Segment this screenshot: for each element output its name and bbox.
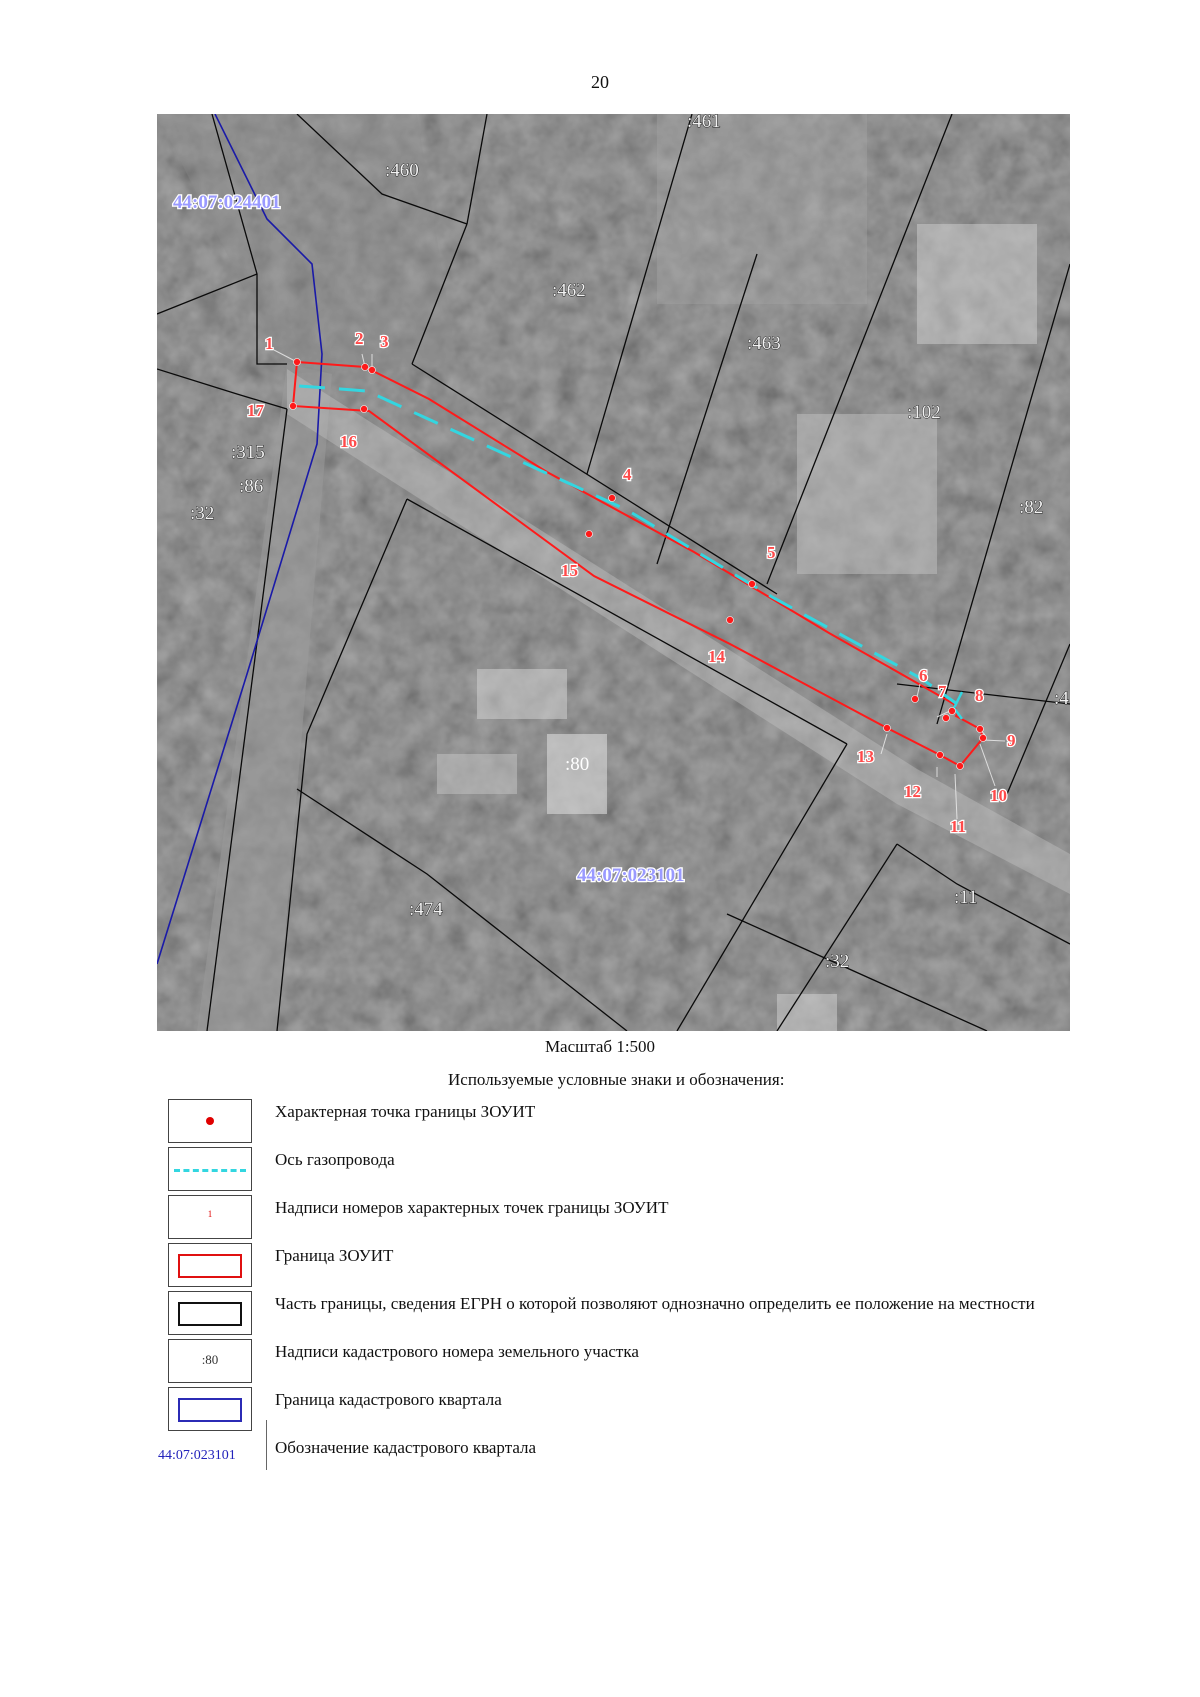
point-label: 1 <box>265 334 274 353</box>
point-marker <box>943 715 950 722</box>
point-marker <box>957 763 964 770</box>
point-label: 5 <box>767 543 776 562</box>
legend-text-quarter-boundary: Граница кадастрового квартала <box>275 1390 502 1409</box>
point-label: 16 <box>340 432 357 451</box>
point-marker <box>980 735 987 742</box>
legend-swatch-quarter-boundary <box>168 1387 252 1431</box>
point-label: 13 <box>857 747 874 766</box>
aerial-imagery <box>157 114 1070 1031</box>
legend-title: Используемые условные знаки и обозначения: <box>448 1070 785 1089</box>
parcel-label: :86 <box>239 476 264 497</box>
legend-text-zoouit: Граница ЗОУИТ <box>275 1246 394 1265</box>
legend-divider <box>266 1420 267 1470</box>
point-marker <box>977 726 984 733</box>
legend-swatch-point-number <box>168 1195 252 1239</box>
page-number: 20 <box>591 72 609 92</box>
legend-swatch-egrn-boundary <box>168 1291 252 1335</box>
point-marker <box>361 406 368 413</box>
point-label: 17 <box>247 401 264 420</box>
parcel-label: :460 <box>385 160 419 181</box>
parcel-label: :4 <box>1054 688 1069 709</box>
parcel-label: :102 <box>907 402 941 423</box>
parcel-label: :462 <box>552 280 586 301</box>
legend-text-gas-axis: Ось газопровода <box>275 1150 395 1169</box>
point-label: 7 <box>938 682 947 701</box>
point-label: 11 <box>950 817 967 836</box>
point-label: 9 <box>1007 731 1016 750</box>
map-svg[interactable] <box>157 114 1070 1031</box>
parcel-label: :32 <box>825 951 850 972</box>
point-marker <box>586 531 593 538</box>
sample-quarter-code: 44:07:023101 <box>158 1448 236 1463</box>
legend-text-parcel-number: Надписи кадастрового номера земельного участка <box>275 1342 639 1361</box>
sample-point-number: 1 <box>207 1209 213 1219</box>
point-label: 3 <box>380 332 389 351</box>
legend-swatch-point <box>168 1099 252 1143</box>
sample-parcel-number: :80 <box>201 1352 219 1367</box>
point-marker <box>912 696 919 703</box>
red-rectangle-icon <box>178 1254 242 1278</box>
legend-text-point-number: Надписи номеров характерных точек границы ЗОУИТ <box>275 1198 669 1217</box>
quarter-label: 44:07:023101 <box>577 865 685 886</box>
point-marker <box>937 752 944 759</box>
point-label: 8 <box>975 686 984 705</box>
legend-swatch-gas-axis <box>168 1147 252 1191</box>
point-label: 2 <box>355 329 364 348</box>
point-marker <box>294 359 301 366</box>
point-label: 6 <box>919 666 928 685</box>
red-dot-icon <box>206 1117 214 1125</box>
black-rectangle-icon <box>178 1302 242 1326</box>
point-marker <box>609 495 616 502</box>
cadastral-map[interactable] <box>157 114 1070 1031</box>
point-label: 12 <box>904 782 921 801</box>
parcel-label: :32 <box>190 503 215 524</box>
point-marker <box>290 403 297 410</box>
parcel-label: :474 <box>409 899 443 920</box>
cyan-dashed-line-icon <box>174 1169 246 1172</box>
point-marker <box>727 617 734 624</box>
point-label: 10 <box>990 786 1007 805</box>
point-marker <box>884 725 891 732</box>
parcel-label: :11 <box>954 887 978 908</box>
legend-swatch-parcel-number <box>168 1339 252 1383</box>
point-marker <box>369 367 376 374</box>
parcel-label: :82 <box>1019 497 1044 518</box>
legend-text-egrn-boundary: Часть границы, сведения ЕГРН о которой позволяют однозначно определить ее положение на местности <box>275 1294 1035 1313</box>
blue-rectangle-icon <box>178 1398 242 1422</box>
quarter-label: 44:07:024401 <box>173 192 281 213</box>
point-label: 15 <box>561 561 578 580</box>
parcel-label: :461 <box>687 114 721 132</box>
parcel-label: :463 <box>747 333 781 354</box>
legend-text-point: Характерная точка границы ЗОУИТ <box>275 1102 536 1121</box>
parcel-label: :80 <box>565 754 590 775</box>
legend-text-quarter-code: Обозначение кадастрового квартала <box>275 1438 537 1457</box>
legend-swatch-zoouit <box>168 1243 252 1287</box>
parcel-label: :315 <box>231 442 265 463</box>
point-label: 14 <box>708 647 725 666</box>
point-marker <box>749 581 756 588</box>
point-marker <box>949 708 956 715</box>
point-marker <box>362 364 369 371</box>
map-scale: Масштаб 1:500 <box>544 1037 656 1056</box>
point-label: 4 <box>623 465 632 484</box>
